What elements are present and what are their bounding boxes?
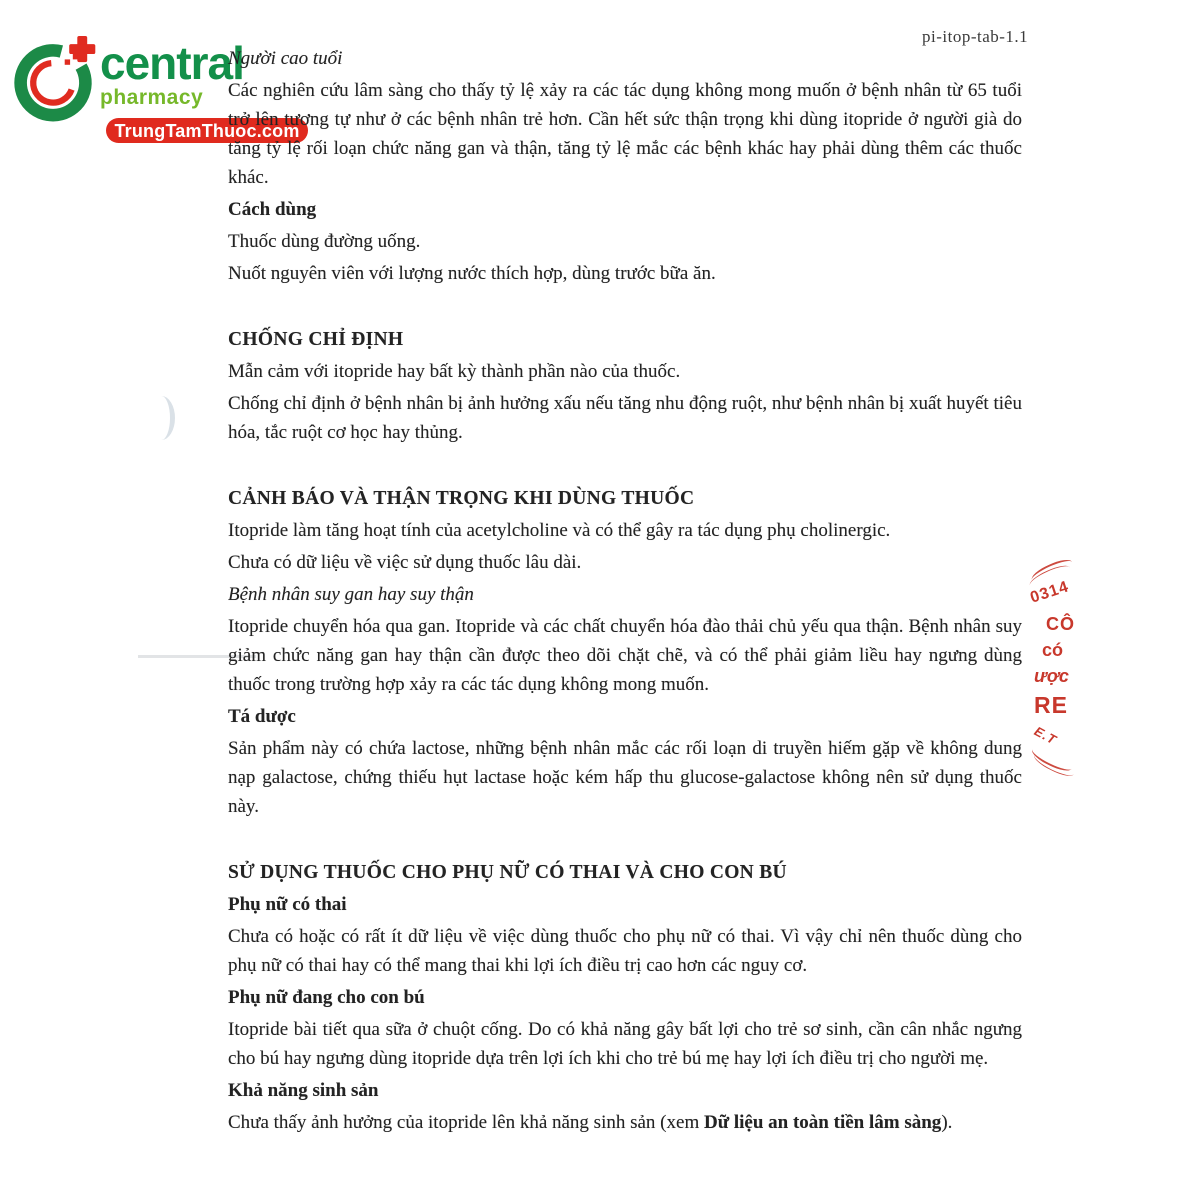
heading-contraindications: CHỐNG CHỈ ĐỊNH xyxy=(228,329,404,350)
paragraph-pregnant: Chưa có hoặc có rất ít dữ liệu về việc dùng thuốc cho phụ nữ có thai. Vì vậy chỉ nên thuốc dùng cho phụ nữ có thai hay có thể mang thai khi lợi ích điều trị cao hơn các nguy cơ. xyxy=(228,926,1022,976)
stamp-line-5: E.T xyxy=(1031,723,1060,748)
heading-warnings: CẢNH BÁO VÀ THẬN TRỌNG KHI DÙNG THUỐC xyxy=(228,488,695,509)
paragraph-contraindication-2: Chống chỉ định ở bệnh nhân bị ảnh hưởng xấu nếu tăng nhu động ruột, như bệnh nhân bị xuất huyết tiêu hóa, tắc ruột cơ học hay thủng. xyxy=(228,393,1022,443)
stamp-line-3: ược xyxy=(1034,666,1069,686)
scan-artifact-curve xyxy=(148,396,175,440)
paragraph-contraindication-1: Mẫn cảm với itopride hay bất kỳ thành phần nào của thuốc. xyxy=(228,361,681,382)
document-code: pi-itop-tab-1.1 xyxy=(922,27,1029,46)
heading-lactation: Phụ nữ đang cho con bú xyxy=(228,987,425,1008)
central-pharmacy-logo-icon xyxy=(8,36,98,126)
stamp-line-2: có xyxy=(1042,640,1064,660)
logo-site-text: TrungTamThuoc.com xyxy=(114,120,300,141)
heading-hepatic-renal: Bệnh nhân suy gan hay suy thận xyxy=(228,584,474,605)
paragraph-lactation: Itopride bài tiết qua sữa ở chuột cống. Do có khả năng gây bất lợi cho trẻ sơ sinh, cần cân nhắc ngưng cho bú hay ngưng dùng itopride dựa trên lợi ích khi cho trẻ bú mẹ hay lợi ích điều trị cho người mẹ. xyxy=(228,1019,1022,1069)
heading-elderly: Người cao tuổi xyxy=(228,48,343,69)
paragraph-warning-2: Chưa có dữ liệu về việc sử dụng thuốc lâu dài. xyxy=(228,552,582,573)
heading-fertility: Khả năng sinh sản xyxy=(228,1080,379,1101)
red-company-stamp xyxy=(1028,556,1080,776)
logo-brand-text: central xyxy=(100,37,244,89)
paragraph-fertility xyxy=(228,1108,1022,1137)
leaflet-body xyxy=(228,44,1022,1140)
paragraph-hepatic-renal: Itopride chuyển hóa qua gan. Itopride và các chất chuyển hóa đào thải chủ yếu qua thận. Bệnh nhân suy giảm chức năng gan hay thận cần được theo dõi chặt chẽ, và có thể phải giảm liều hay ngưng dùng thuốc trong trường hợp xảy ra các tác dụng không mong muốn. xyxy=(228,616,1022,695)
fertility-text-pre: Chưa thấy ảnh hưởng của itopride lên khả năng sinh sản (xem xyxy=(228,1112,704,1133)
paragraph-elderly: Các nghiên cứu lâm sàng cho thấy tỷ lệ xảy ra các tác dụng không mong muốn ở bệnh nhân từ 65 tuổi trở lên tương tự như ở các bệnh nhân trẻ hơn. Cần hết sức thận trọng khi dùng itopride ở người già do tăng tỷ lệ rối loạn chức năng gan và thận, tăng tỷ lệ mắc các bệnh khác hay phải dùng thêm các thuốc khác. xyxy=(228,80,1022,188)
stamp-number: 0314 xyxy=(1028,578,1072,607)
stamp-line-1: CÔ xyxy=(1046,614,1075,634)
fertility-text-bold: Dữ liệu an toàn tiền lâm sàng xyxy=(703,1112,942,1133)
stamp-line-4: RE xyxy=(1034,692,1068,718)
paragraph-usage-2: Nuốt nguyên viên với lượng nước thích hợp, dùng trước bữa ăn. xyxy=(228,263,716,284)
heading-pregnancy-section: SỬ DỤNG THUỐC CHO PHỤ NỮ CÓ THAI VÀ CHO CON BÚ xyxy=(228,862,787,883)
fertility-text-post: ). xyxy=(941,1112,953,1133)
paragraph-excipients: Sản phẩm này có chứa lactose, những bệnh nhân mắc các rối loạn di truyền hiếm gặp về không dung nạp galactose, chứng thiếu hụt lactase hoặc kém hấp thu glucose-galactose không nên sử dụng thuốc này. xyxy=(228,738,1022,817)
heading-excipients: Tá dược xyxy=(228,706,296,727)
heading-pregnant: Phụ nữ có thai xyxy=(228,894,347,915)
heading-usage: Cách dùng xyxy=(228,199,317,220)
paragraph-usage-1: Thuốc dùng đường uống. xyxy=(228,231,421,252)
logo-sub-text: pharmacy xyxy=(100,86,204,109)
paragraph-warning-1: Itopride làm tăng hoạt tính của acetylcholine và có thể gây ra tác dụng phụ cholinergic. xyxy=(228,520,891,541)
